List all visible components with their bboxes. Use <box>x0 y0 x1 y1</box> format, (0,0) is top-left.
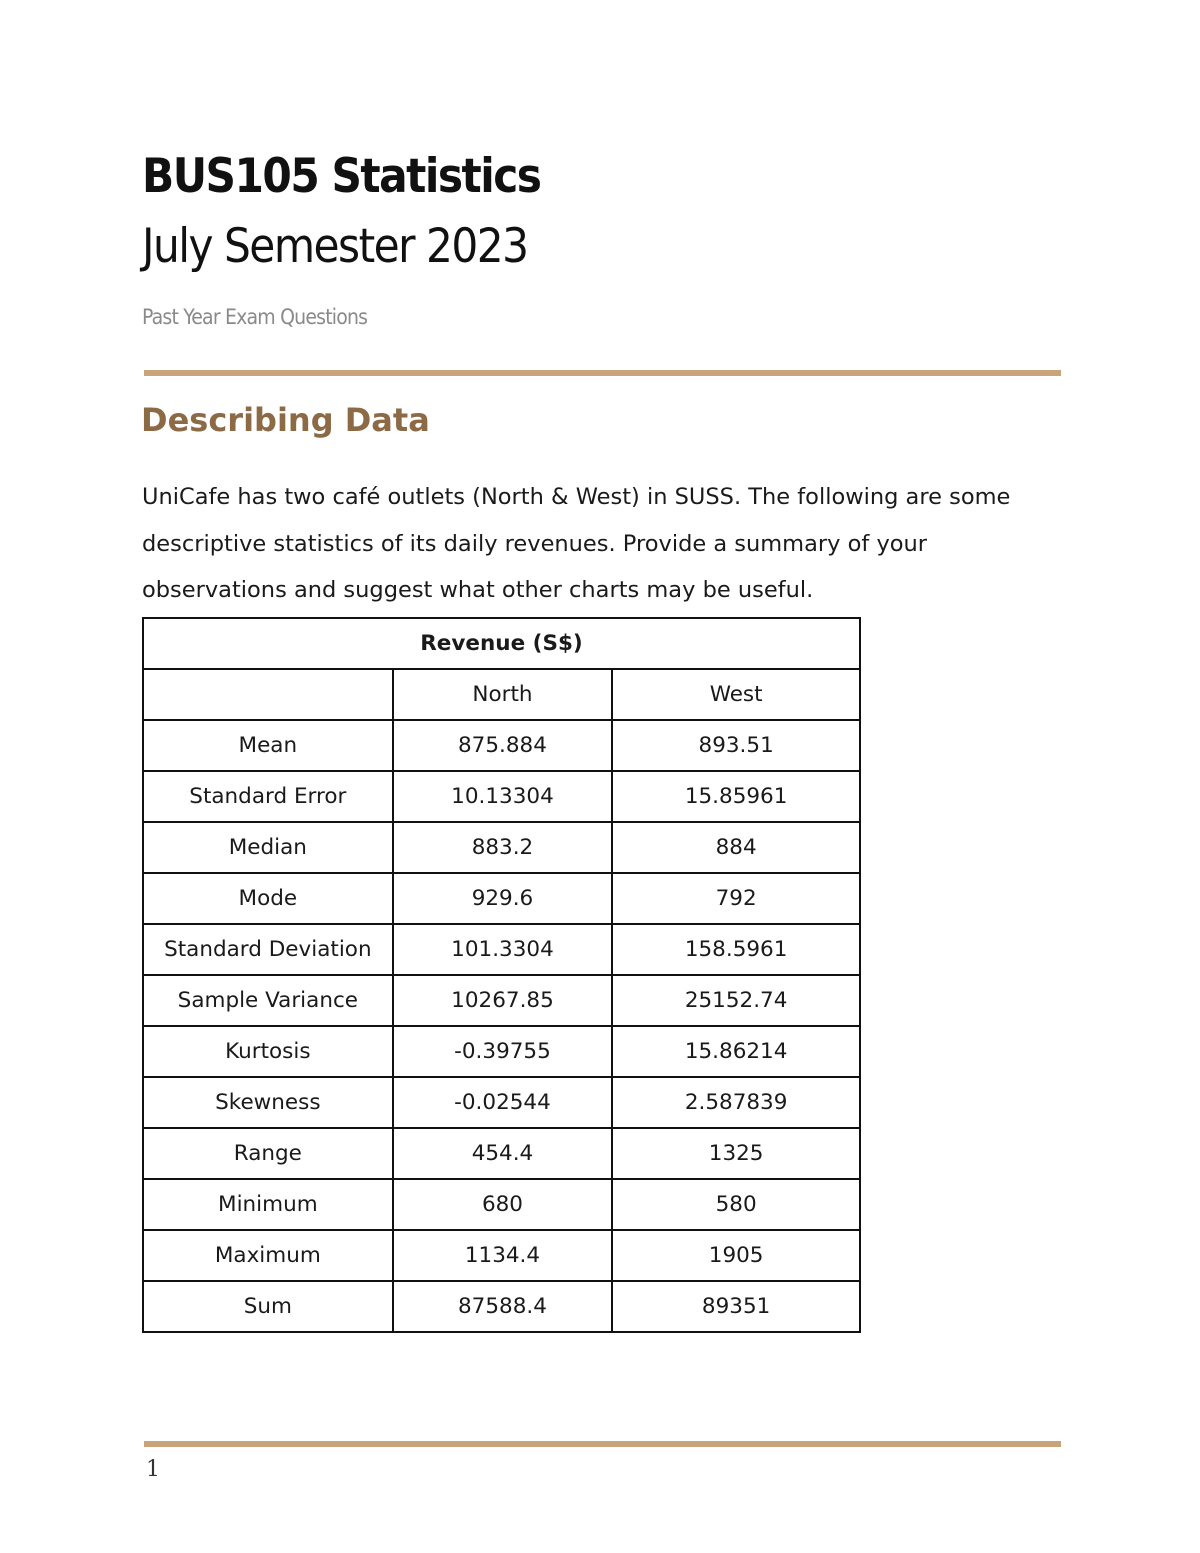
page-number: 1 <box>146 1457 160 1482</box>
west-value-cell: 25152.74 <box>612 975 860 1026</box>
north-value-cell: 101.3304 <box>393 924 613 975</box>
revenue-statistics-table <box>142 617 861 1333</box>
north-value-cell: 454.4 <box>393 1128 613 1179</box>
table-caption-row <box>143 618 860 669</box>
table-row <box>143 720 860 771</box>
table-row <box>143 873 860 924</box>
row-label-cell: Minimum <box>143 1179 393 1230</box>
west-value-cell: 2.587839 <box>612 1077 860 1128</box>
table-row <box>143 975 860 1026</box>
column-header-north: North <box>393 669 613 720</box>
document-title: BUS105 Statistics <box>142 149 541 204</box>
table-row <box>143 1026 860 1077</box>
west-value-cell: 792 <box>612 873 860 924</box>
table-row <box>143 1128 860 1179</box>
table-body <box>143 720 860 1332</box>
west-value-cell: 580 <box>612 1179 860 1230</box>
west-value-cell: 1905 <box>612 1230 860 1281</box>
row-label-cell: Standard Deviation <box>143 924 393 975</box>
bottom-divider <box>144 1441 1061 1447</box>
north-value-cell: 10.13304 <box>393 771 613 822</box>
north-value-cell: 680 <box>393 1179 613 1230</box>
table-row <box>143 924 860 975</box>
north-value-cell: 1134.4 <box>393 1230 613 1281</box>
row-label-cell: Mean <box>143 720 393 771</box>
row-label-cell: Maximum <box>143 1230 393 1281</box>
table-header-row <box>143 669 860 720</box>
row-label-cell: Sum <box>143 1281 393 1332</box>
west-value-cell: 89351 <box>612 1281 860 1332</box>
row-label-cell: Mode <box>143 873 393 924</box>
north-value-cell: 87588.4 <box>393 1281 613 1332</box>
column-header-west: West <box>612 669 860 720</box>
west-value-cell: 1325 <box>612 1128 860 1179</box>
west-value-cell: 158.5961 <box>612 924 860 975</box>
top-divider <box>144 370 1061 376</box>
west-value-cell: 884 <box>612 822 860 873</box>
north-value-cell: 10267.85 <box>393 975 613 1026</box>
section-heading: Describing Data <box>141 401 430 439</box>
north-value-cell: 929.6 <box>393 873 613 924</box>
table-row <box>143 1281 860 1332</box>
row-label-cell: Standard Error <box>143 771 393 822</box>
table-caption: Revenue (S$) <box>143 618 860 669</box>
document-subtitle: July Semester 2023 <box>142 219 528 274</box>
row-label-cell: Skewness <box>143 1077 393 1128</box>
table-row <box>143 771 860 822</box>
row-label-cell: Sample Variance <box>143 975 393 1026</box>
column-header-empty <box>143 669 393 720</box>
north-value-cell: 883.2 <box>393 822 613 873</box>
table-row <box>143 1230 860 1281</box>
table-row <box>143 1077 860 1128</box>
document-tagline: Past Year Exam Questions <box>142 305 368 329</box>
west-value-cell: 15.85961 <box>612 771 860 822</box>
table-row <box>143 1179 860 1230</box>
north-value-cell: -0.39755 <box>393 1026 613 1077</box>
west-value-cell: 15.86214 <box>612 1026 860 1077</box>
north-value-cell: 875.884 <box>393 720 613 771</box>
row-label-cell: Range <box>143 1128 393 1179</box>
row-label-cell: Median <box>143 822 393 873</box>
section-intro-paragraph: UniCafe has two café outlets (North & West) in SUSS. The following are some descriptive statistics of its daily revenues. Provide a summary of your observations and suggest what other charts may be useful. <box>142 484 1011 603</box>
west-value-cell: 893.51 <box>612 720 860 771</box>
table-row <box>143 822 860 873</box>
north-value-cell: -0.02544 <box>393 1077 613 1128</box>
row-label-cell: Kurtosis <box>143 1026 393 1077</box>
